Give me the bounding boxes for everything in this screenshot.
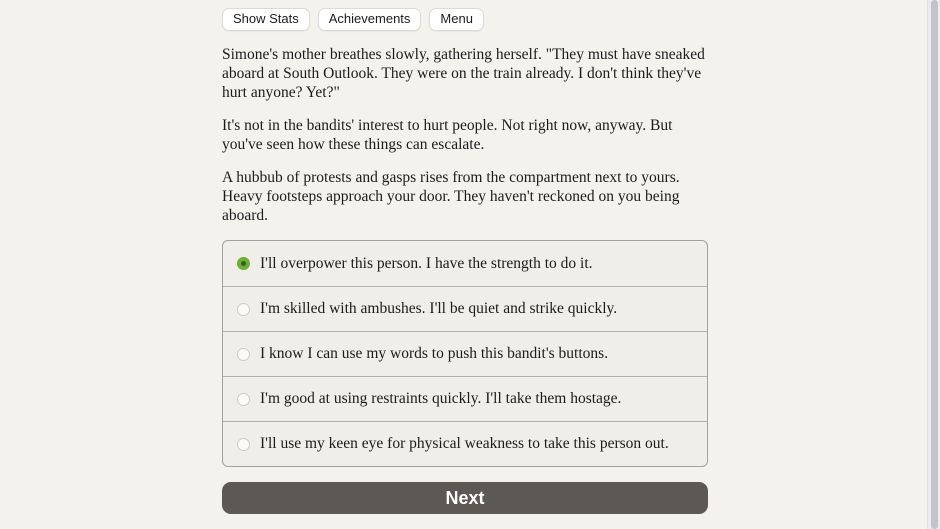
choice-option-2[interactable] — [223, 286, 707, 331]
radio-selected-icon[interactable] — [237, 257, 250, 270]
radio-icon[interactable] — [237, 348, 250, 361]
choice-option-label: I'm skilled with ambushes. I'll be quiet and strike quickly. — [260, 300, 618, 317]
choice-option-label: I'm good at using restraints quickly. I'll take them hostage. — [260, 390, 622, 407]
choice-option-1[interactable] — [223, 241, 707, 286]
choice-option-5[interactable] — [223, 421, 707, 466]
game-content-column — [222, 0, 708, 514]
radio-icon[interactable] — [237, 303, 250, 316]
story-paragraph: It's not in the bandits' interest to hurt people. Not right now, anyway. But you've seen how these things can escalate. — [222, 117, 673, 153]
choice-option-4[interactable] — [223, 376, 707, 421]
choice-option-label: I know I can use my words to push this bandit's buttons. — [260, 345, 609, 362]
choice-option-label: I'll use my keen eye for physical weakness to take this person out. — [260, 435, 669, 452]
choice-list — [222, 240, 708, 467]
next-button[interactable]: Next — [222, 482, 708, 514]
choice-option-label: I'll overpower this person. I have the strength to do it. — [260, 254, 593, 272]
show-stats-button[interactable]: Show Stats — [222, 8, 310, 31]
radio-icon[interactable] — [237, 438, 250, 451]
menu-button[interactable]: Menu — [429, 8, 484, 31]
choice-option-3[interactable] — [223, 331, 707, 376]
story-paragraph: Simone's mother breathes slowly, gathering herself. "They must have sneaked aboard at South Outlook. They were on the train already. I don't think they've hurt anyone? Yet?" — [222, 46, 705, 101]
story-text — [222, 45, 708, 225]
scrollbar-thumb[interactable] — [931, 0, 938, 529]
scrollbar[interactable] — [927, 0, 940, 529]
radio-icon[interactable] — [237, 393, 250, 406]
achievements-button[interactable]: Achievements — [318, 8, 422, 31]
story-paragraph: A hubbub of protests and gasps rises from the compartment next to yours. Heavy footsteps approach your door. They haven't reckoned on you being aboard. — [222, 169, 680, 224]
toolbar — [222, 8, 708, 31]
